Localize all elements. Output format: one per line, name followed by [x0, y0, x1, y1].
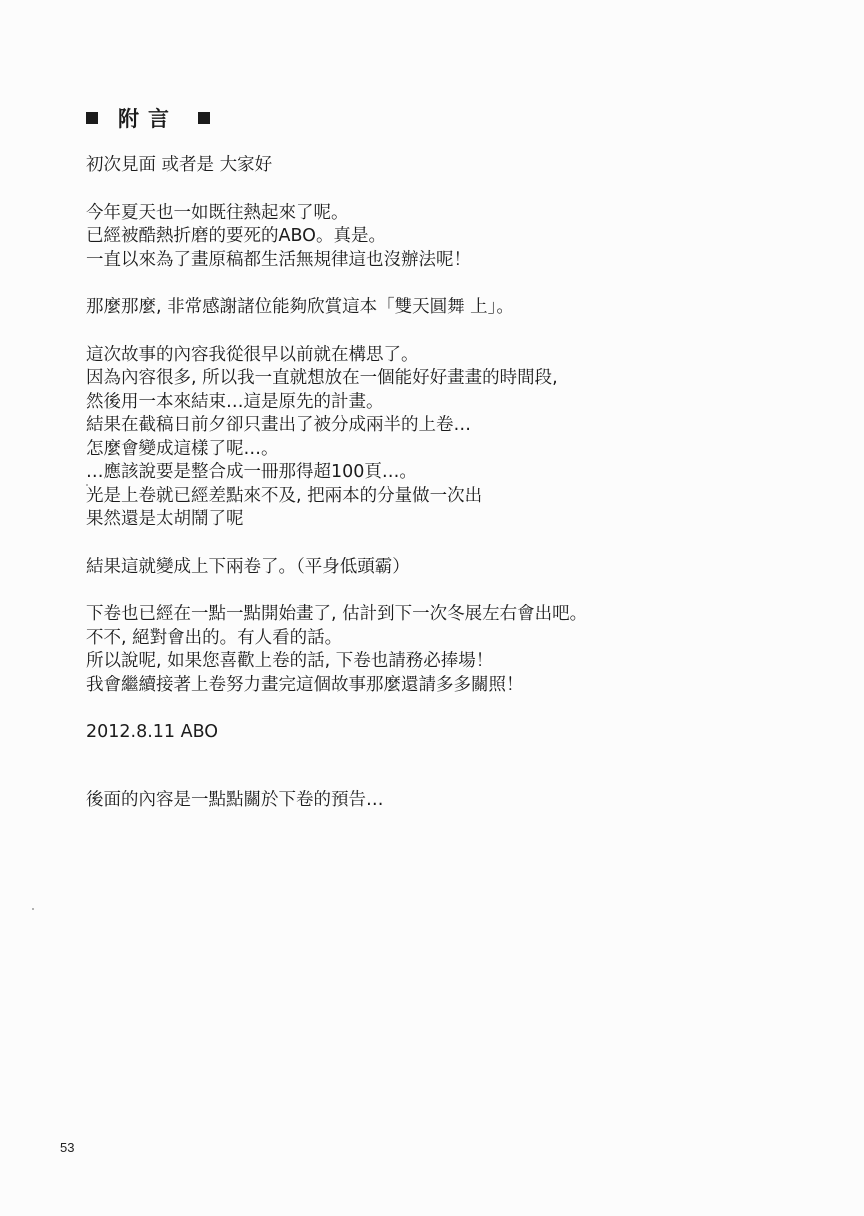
paragraph-greeting [86, 154, 786, 178]
scan-speck [86, 484, 88, 486]
text-line: 今年夏天也一如既往熱起來了呢。 [86, 202, 349, 223]
text-line: 結果這就變成上下兩卷了。（平身低頭霸） [86, 556, 410, 577]
text-line: 這次故事的內容我從很早以前就在構思了。 [86, 344, 419, 365]
paragraph-next-volume [86, 603, 786, 697]
text-line: 因為內容很多, 所以我一直就想放在一個能好好畫畫的時間段, [86, 368, 558, 388]
text-line: 已經被酷熱折磨的要死的ABO。真是。 [86, 226, 386, 246]
text-line: 一直以來為了畫原稿都生活無規律這也沒辦法呢！ [86, 249, 471, 270]
text-line: 我會繼續接著上卷努力畫完這個故事那麼還請多多關照！ [86, 674, 524, 695]
paragraph-result [86, 556, 786, 580]
page-number: 53 [60, 1140, 75, 1155]
text-line: 初次見面 或者是 大家好 [86, 155, 273, 175]
text-line: 那麼那麼, 非常感謝諸位能夠欣賞這本「雙天圓舞 上」。 [86, 297, 514, 317]
text-line: 結果在截稿日前夕卻只畫出了被分成兩半的上卷… [86, 415, 471, 435]
scan-speck [32, 908, 34, 910]
afterword-heading [86, 102, 210, 134]
paragraph-thanks [86, 296, 786, 320]
preview-note: 後面的內容是一點點關於下卷的預告… [86, 789, 384, 810]
text-line: 果然還是太胡鬧了呢 [86, 509, 244, 529]
afterword-body [86, 154, 786, 812]
square-bullet-icon [198, 112, 210, 124]
text-line: 然後用一本來結束…這是原先的計畫。 [86, 391, 384, 412]
text-line: 不不, 絕對會出的。有人看的話。 [86, 627, 343, 648]
text-line: 下卷也已經在一點一點開始畫了, 估計到下一次冬展左右會出吧。 [86, 604, 588, 624]
signature-date: 2012.8.11 ABO [86, 722, 219, 742]
text-line: …應該說要是整合成一冊那得超100頁…。 [86, 462, 417, 482]
paragraph-story [86, 344, 786, 532]
square-bullet-icon [86, 112, 98, 124]
text-line: 怎麼會變成這樣了呢…。 [86, 438, 279, 459]
heading-title: 附言 [118, 107, 178, 131]
text-line: 所以說呢, 如果您喜歡上卷的話, 下卷也請務必捧場！ [86, 651, 494, 671]
text-line: 光是上卷就已經差點來不及, 把兩本的分量做一次出 [86, 485, 483, 506]
paragraph-summer [86, 202, 786, 273]
